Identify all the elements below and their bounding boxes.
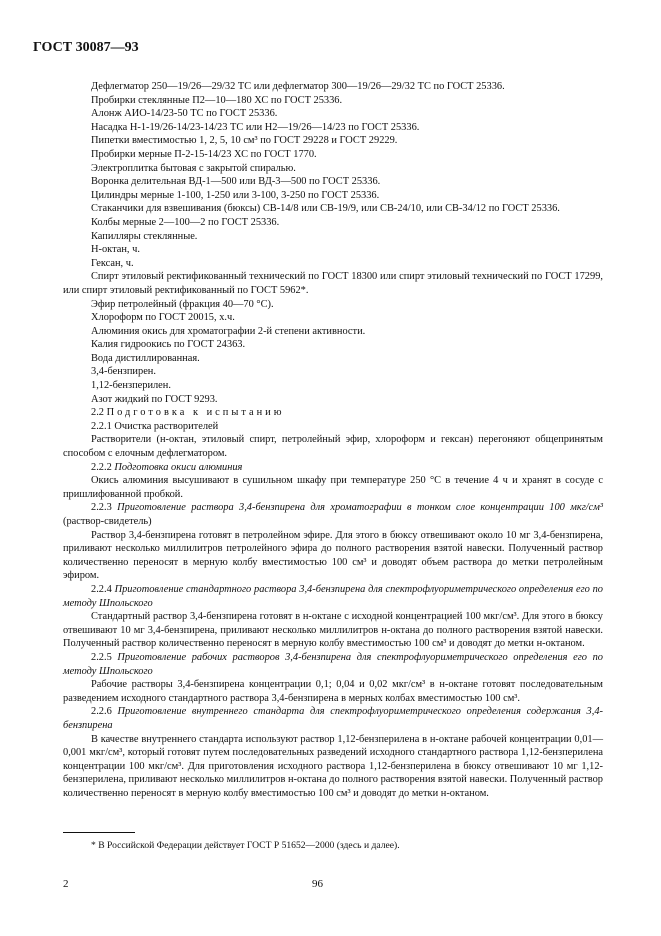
subsection-number: 2.2.4 [91, 583, 112, 595]
subsection-heading [63, 705, 603, 732]
list-item: Воронка делительная ВД-1—500 или ВД-3—500 по ГОСТ 25336. [91, 176, 381, 188]
equipment-list-2 [63, 216, 603, 270]
paragraph: Окись алюминия высушивают в сушильном шкафу при температуре 250 °С в течение 4 ч и хранят в сосуде с пришлифованной пробкой. [63, 475, 603, 500]
subsection-heading: 2.2.1 Очистка растворителей [91, 420, 219, 432]
subsection-number: 2.2.3 [91, 502, 112, 514]
list-item: Хлороформ по ГОСТ 20015, х.ч. [91, 312, 235, 324]
page-counter: 96 [312, 878, 323, 890]
list-item: Азот жидкий по ГОСТ 9293. [91, 393, 218, 405]
subsection-title: Приготовление внутреннего стандарта для спектрофлуориметрического определения содержания 3,4-бензпирена [63, 706, 603, 731]
list-item: Гексан, ч. [91, 257, 134, 269]
list-item: Колбы мерные 2—100—2 по ГОСТ 25336. [91, 216, 280, 228]
list-item: Алонж АИО-14/23-50 ТС по ГОСТ 25336. [91, 108, 278, 120]
paragraph: Стандартный раствор 3,4-бензпирена готовят в н-октане с исходной концентрацией 100 мкг/см³. Для этого в бюксу отвешивают 10 мг 3,4-бензпирена, приливают несколько миллилитров н-октана до полного растворения взятой навески. Полученный раствор количественно переносят в мерную колбу вместимостью 100 см³ и доводят до метки н-октаном. [63, 611, 603, 650]
section-title: Подготовка к испытанию [106, 407, 285, 419]
subsection-title: Приготовление стандартного раствора 3,4-бензпирена для спектрофлуориметрического определения его по методу Шпольского [63, 583, 603, 609]
subsection-number: 2.2.2 [91, 461, 112, 473]
list-item: Эфир петролейный (фракция 40—70 °С). [91, 298, 274, 310]
list-item: Н-октан, ч. [91, 244, 140, 256]
list-item: 1,12-бензперилен. [91, 380, 171, 392]
list-item: Пробирки стеклянные П2—10—180 ХС по ГОСТ 25336. [91, 94, 343, 106]
reagents-list [63, 298, 603, 407]
footnote: * В Российской Федерации действует ГОСТ Р 51652—2000 (здесь и далее). [91, 840, 400, 851]
list-item: Насадка Н-1-19/26-14/23-14/23 ТС или Н2—19/26—14/23 по ГОСТ 25336. [91, 121, 420, 133]
list-item: Цилиндры мерные 1-100, 1-250 или 3-100, 3-250 по ГОСТ 25336. [91, 189, 380, 201]
section-number: 2.2 [91, 407, 104, 419]
page-number: 2 [63, 878, 69, 890]
list-item: Дефлегматор 250—19/26—29/32 ТС или дефлегматор 300—19/26—29/32 ТС по ГОСТ 25336. [91, 81, 505, 92]
paragraph: Растворители (н-октан, этиловый спирт, петролейный эфир, хлороформ и гексан) перегоняют общепринятым способом с елочным дефлегматором. [63, 434, 603, 460]
subsection-heading [63, 651, 603, 678]
paragraph: В качестве внутреннего стандарта используют раствор 1,12-бензперилена в н-октане рабочей концентрации 0,01—0,001 мкг/см³, который готовят путем последовательных разведений исходного стандартного раствора 1,12-бензперилена концентрации 100 мкг/см³. Для приготовления исходного раствора 1,12-бензперилена в бюксу отвешивают 10 мг 1,12-бензперилена, приливают несколько миллилитров н-октана до полного растворения взятой навески. Полученный раствор количественно переносят в мерную колбу вместимостью 100 см³ и доводят до метки н-октаном. [63, 733, 603, 799]
paragraph: Рабочие растворы 3,4-бензпирена концентрации 0,1; 0,04 и 0,02 мкг/см³ в н-октане готовят последовательным разведением исходного стандартного раствора 3,4-бензпирена в мерных колбах вместимостью 100 см³. [63, 679, 603, 704]
list-item: Алюминия окись для хроматографии 2-й степени активности. [91, 325, 366, 337]
subsection-title: Приготовление рабочих растворов 3,4-бензпирена для спектрофлуориметрического определения его по методу Шпольского [63, 651, 603, 677]
subsection-heading [63, 501, 603, 528]
subsection-title: Подготовка окиси алюминия [114, 461, 243, 473]
footnote-divider [63, 832, 135, 833]
document-header: ГОСТ 30087—93 [33, 40, 139, 55]
document-body [63, 80, 603, 800]
list-item: Электроплитка бытовая с закрытой спиралью. [91, 162, 296, 174]
subsection-number: 2.2.6 [91, 706, 112, 718]
list-item: Калия гидроокись по ГОСТ 24363. [91, 339, 246, 351]
subsection-heading [63, 461, 603, 475]
paragraph: Спирт этиловый ректификованный технический по ГОСТ 18300 или спирт этиловый технический по ГОСТ 17299, или спирт этиловый ректификованный по ГОСТ 5962*. [63, 271, 603, 296]
list-item: Пипетки вместимостью 1, 2, 5, 10 см³ по ГОСТ 29228 и ГОСТ 29229. [91, 135, 398, 147]
list-item: Пробирки мерные П-2-15-14/23 ХС по ГОСТ 1770. [91, 148, 317, 160]
subsection-heading [63, 583, 603, 610]
equipment-list [63, 80, 603, 202]
paragraph: Стаканчики для взвешивания (бюксы) СВ-14/8 или СВ-19/9, или СВ-24/10, или СВ-34/12 по ГОСТ 25336. [91, 203, 560, 215]
subsection-title-tail: (раствор-свидетель) [63, 516, 152, 527]
list-item: Вода дистиллированная. [91, 352, 200, 364]
subsection-number: 2.2.5 [91, 651, 112, 663]
section-heading [63, 406, 603, 420]
list-item: Капилляры стеклянные. [91, 230, 198, 242]
subsection-title: Приготовление раствора 3,4-бензпирена для хроматографии в тонком слое концентрации 100 мкг/см³ [117, 502, 604, 514]
paragraph: Раствор 3,4-бензпирена готовят в петролейном эфире. Для этого в бюксу отвешивают около 10 мг 3,4-бензпирена, приливают несколько миллилитров петролейного эфира до полного растворения взятой навески. Полученный раствор количественно переносят в мерную колбу вместимостью 100 см³ и доводят объем раствора до метки петролейным эфиром. [63, 529, 603, 582]
list-item: 3,4-бензпирен. [91, 366, 156, 378]
